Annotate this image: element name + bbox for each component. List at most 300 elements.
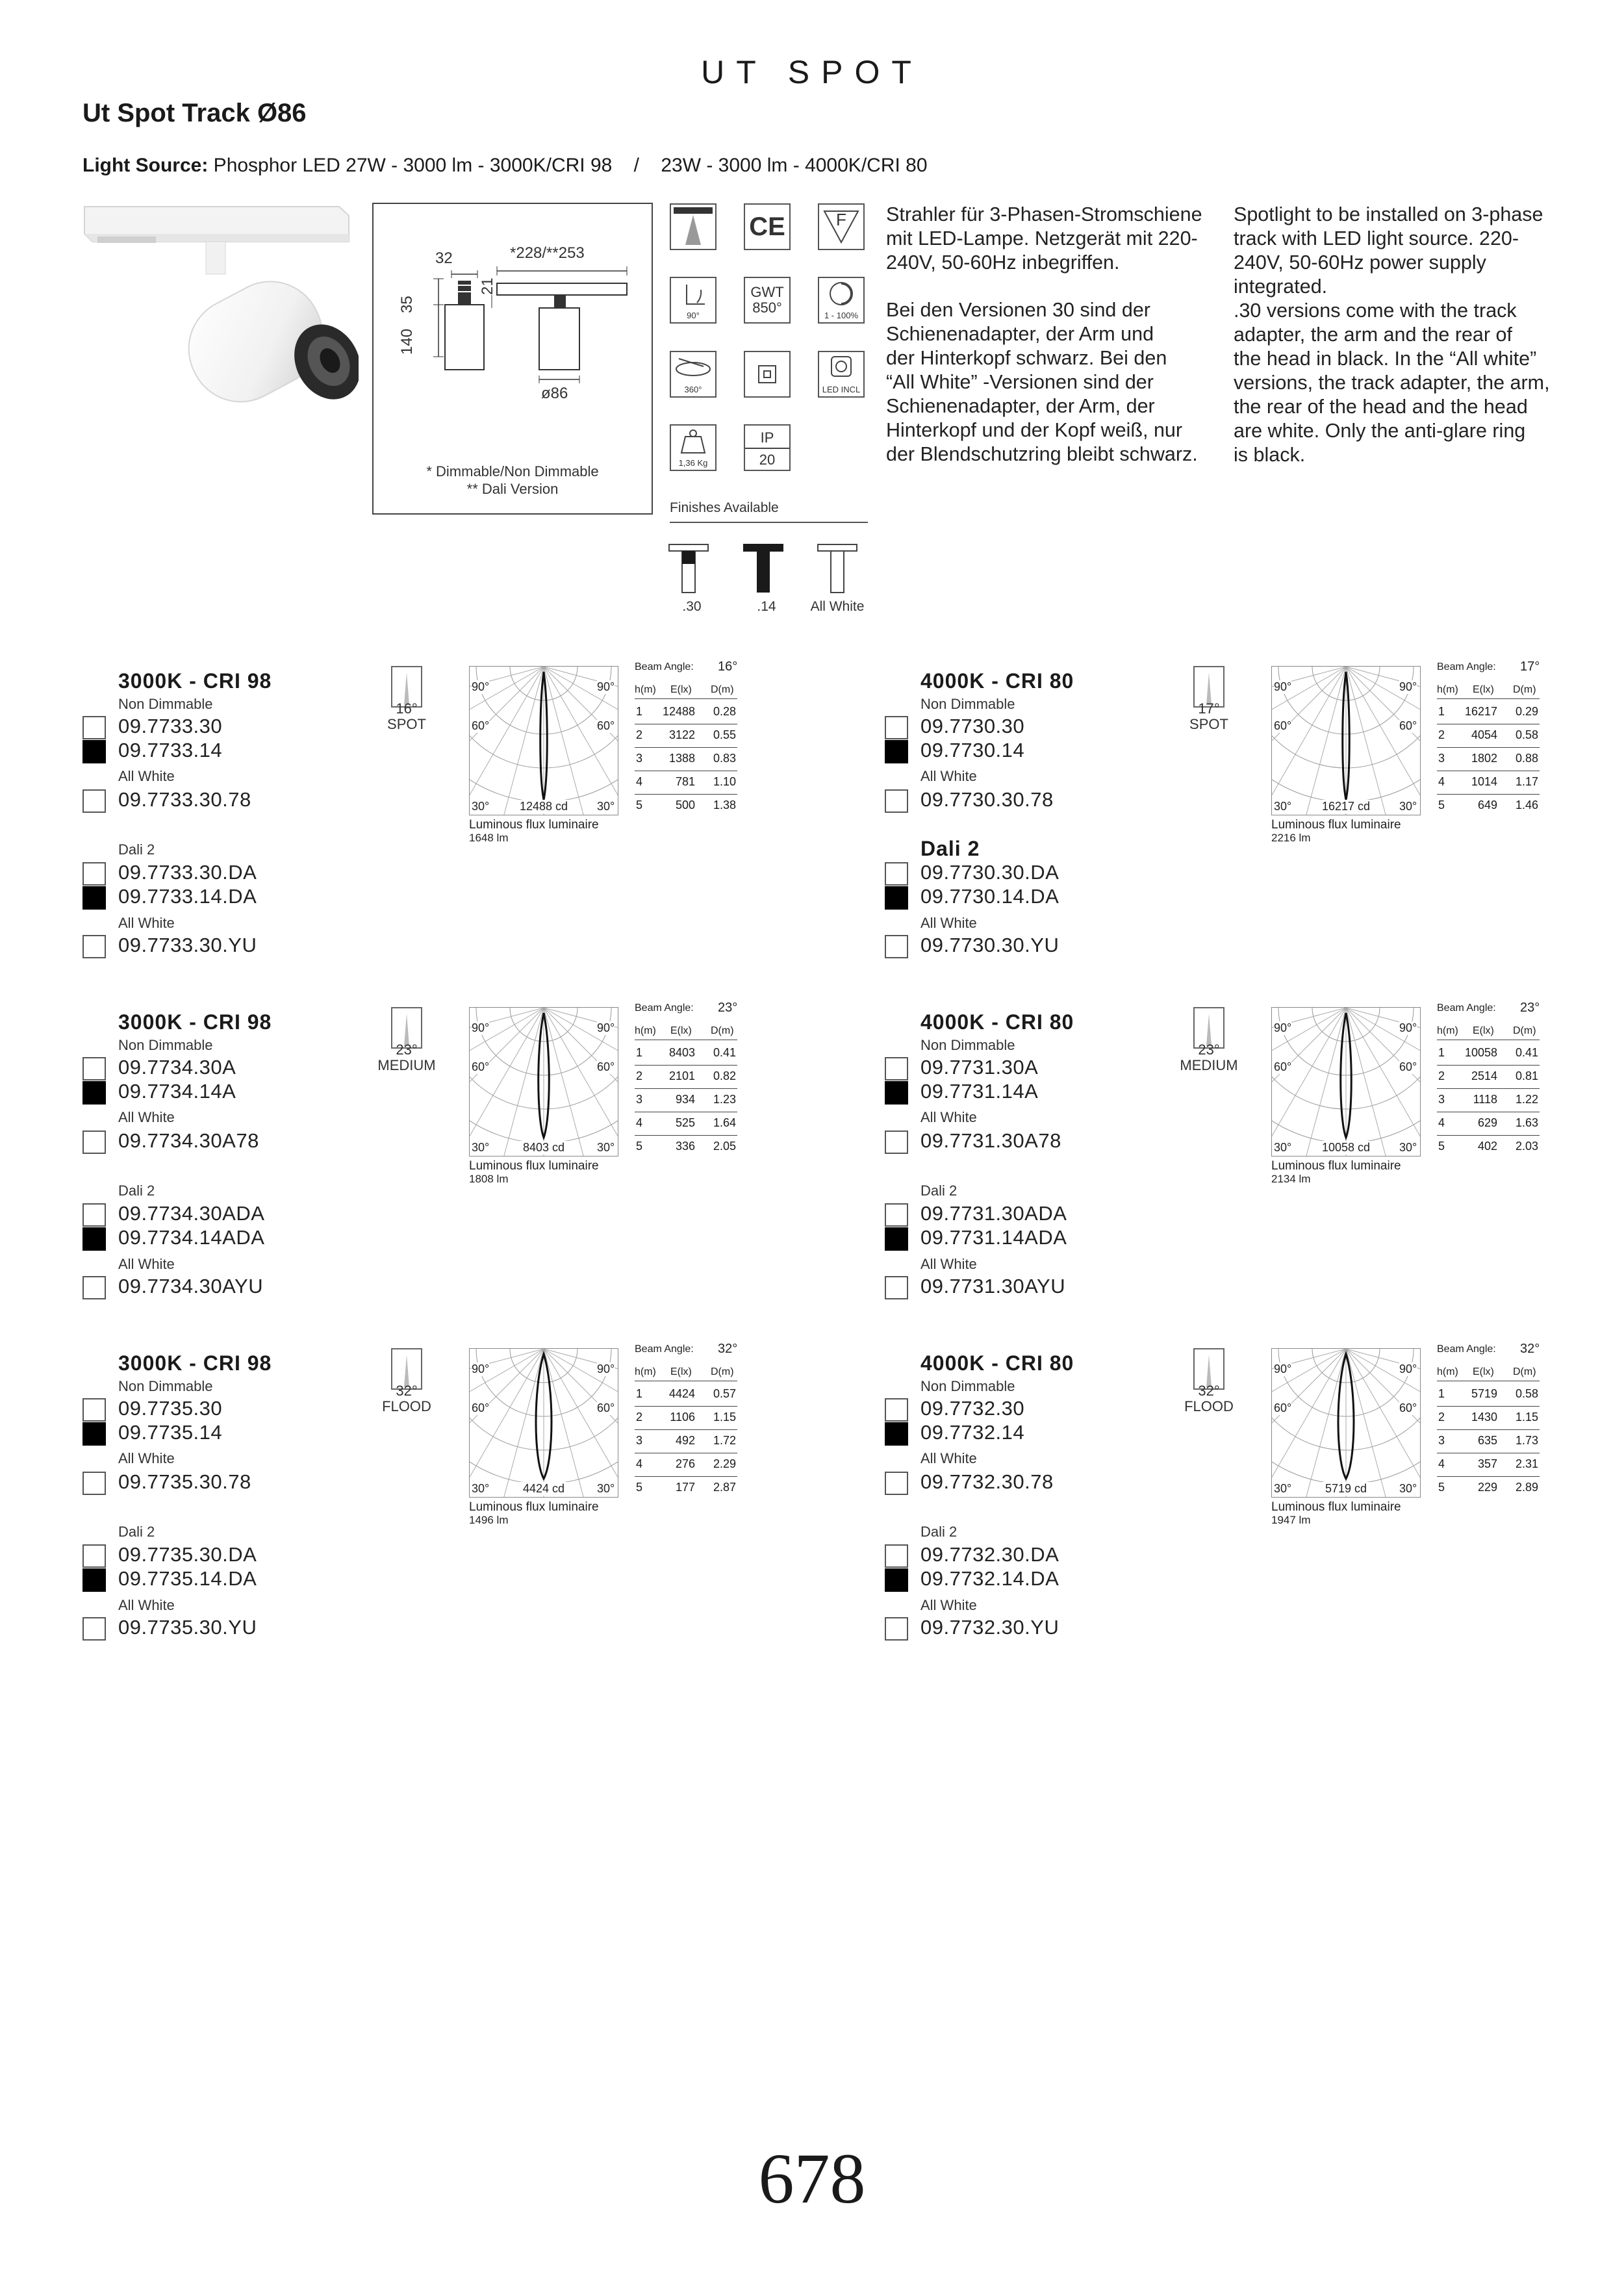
row-h: 5 — [1438, 798, 1445, 811]
beam-angle-label: Beam Angle: — [635, 1003, 694, 1014]
article-code: 09.7733.14.DA — [118, 885, 257, 908]
table-rule — [1437, 698, 1540, 699]
polar-diagram — [469, 1007, 618, 1156]
col-h: h(m) — [635, 1366, 656, 1377]
finish-checkbox[interactable] — [885, 1568, 908, 1592]
row-d: 2.05 — [713, 1140, 736, 1153]
beam-name: MEDIUM — [377, 1057, 436, 1073]
de-line: Hinterkopf und der Kopf weiß, nur — [886, 419, 1183, 441]
article-code: 09.7731.30ADA — [920, 1202, 1067, 1225]
beam-degree: 16° — [396, 700, 418, 717]
beam-angle-label: Beam Angle: — [1437, 1344, 1496, 1355]
angle-30-right: 30° — [1399, 800, 1417, 813]
col-e: E(lx) — [1473, 684, 1494, 695]
all-white-label: All White — [920, 1450, 977, 1466]
light-source-label: Light Source: — [82, 155, 209, 176]
row-d: 1.10 — [713, 775, 736, 788]
angle-60-left: 60° — [472, 719, 490, 732]
dali-label: Dali 2 — [920, 1524, 958, 1540]
row-e: 934 — [675, 1093, 695, 1106]
polar-diagram — [1271, 666, 1421, 815]
angle-60-left: 60° — [1274, 719, 1292, 732]
row-h: 3 — [1438, 1434, 1445, 1447]
angle-90-right: 90° — [597, 1362, 615, 1375]
beam-angle-label: Beam Angle: — [1437, 661, 1496, 672]
en-line: track with LED light source. 220- — [1234, 227, 1519, 249]
row-d: 1.38 — [713, 798, 736, 811]
row-d: 0.55 — [713, 728, 736, 741]
row-h: 4 — [1438, 1116, 1445, 1129]
beam-angle-value: 32° — [1520, 1342, 1540, 1356]
row-h: 2 — [636, 1411, 643, 1424]
row-h: 3 — [1438, 752, 1445, 765]
de-line: “All White” -Versionen sind der — [886, 371, 1154, 393]
weight-icon — [670, 424, 717, 471]
flux-value: 2216 lm — [1271, 832, 1311, 844]
flux-value: 1648 lm — [469, 832, 509, 844]
table-rule — [635, 794, 737, 795]
row-e: 177 — [675, 1481, 695, 1494]
finish-checkbox[interactable] — [82, 1081, 106, 1105]
article-code: 09.7732.30.YU — [920, 1616, 1059, 1639]
row-h: 2 — [1438, 728, 1445, 741]
row-e: 336 — [675, 1140, 695, 1153]
finish-checkbox[interactable] — [82, 1203, 106, 1227]
table-rule — [635, 698, 737, 699]
all-white-label: All White — [920, 1256, 977, 1272]
all-white-label: All White — [118, 1256, 175, 1272]
polar-diagram — [469, 666, 618, 815]
flux-value: 1496 lm — [469, 1514, 509, 1526]
angle-60-right: 60° — [597, 1401, 615, 1414]
col-d: D(m) — [1513, 684, 1536, 695]
non-dimmable-label: Non Dimmable — [920, 1037, 1015, 1053]
article-code: 09.7734.30ADA — [118, 1202, 265, 1225]
finish-black-adapter-icon — [666, 539, 711, 598]
dim-86: ø86 — [541, 385, 568, 402]
table-rule — [635, 1088, 737, 1089]
finish-checkbox[interactable] — [885, 1617, 908, 1641]
article-code: 09.7730.30 — [920, 715, 1025, 737]
table-rule — [635, 1429, 737, 1430]
candela-value: 4424 cd — [511, 1482, 576, 1496]
weight-label: 1,36 Kg — [678, 458, 708, 468]
row-h: 2 — [1438, 1069, 1445, 1082]
finish-all-white-icon — [815, 539, 860, 598]
finish-checkbox[interactable] — [885, 1398, 908, 1422]
angle-30-left: 30° — [1274, 1482, 1292, 1495]
finish-checkbox[interactable] — [885, 935, 908, 958]
row-e: 10058 — [1464, 1046, 1497, 1059]
row-d: 1.22 — [1515, 1093, 1538, 1106]
angle-60-right: 60° — [1399, 1401, 1417, 1414]
non-dimmable-label: Non Dimmable — [118, 1037, 213, 1053]
col-h: h(m) — [635, 684, 656, 695]
track-mount-icon — [670, 203, 717, 250]
article-code: 09.7730.14 — [920, 739, 1025, 761]
row-h: 1 — [636, 705, 643, 718]
finish-checkbox[interactable] — [82, 740, 106, 763]
col-e: E(lx) — [670, 684, 692, 695]
row-e: 492 — [675, 1434, 695, 1447]
row-d: 2.03 — [1515, 1140, 1538, 1153]
col-h: h(m) — [1437, 684, 1458, 695]
de-line: Schienenadapter, der Arm und — [886, 323, 1154, 345]
candela-value: 5719 cd — [1313, 1482, 1378, 1496]
en-line: the head in black. In the “All white” — [1234, 348, 1537, 370]
col-d: D(m) — [711, 1025, 734, 1036]
angle-60-left: 60° — [472, 1060, 490, 1073]
table-rule — [1437, 747, 1540, 748]
polar-diagram — [469, 1348, 618, 1498]
row-d: 0.82 — [713, 1069, 736, 1082]
angle-90-right: 90° — [1399, 1362, 1417, 1375]
section-title: 4000K - CRI 80 — [920, 1010, 1074, 1034]
row-e: 525 — [675, 1116, 695, 1129]
non-dimmable-label: Non Dimmable — [920, 1378, 1015, 1394]
flux-value: 1808 lm — [469, 1173, 509, 1185]
table-rule — [635, 1406, 737, 1407]
light-source — [82, 155, 928, 177]
brand-title: UT SPOT — [701, 54, 923, 90]
col-h: h(m) — [1437, 1025, 1458, 1036]
article-code: 09.7731.14ADA — [920, 1226, 1067, 1249]
article-code: 09.7731.30A78 — [920, 1129, 1061, 1152]
ip-rating-icon — [744, 424, 791, 471]
en-line: .30 versions come with the track — [1234, 300, 1517, 322]
non-dimmable-label: Non Dimmable — [118, 1378, 213, 1394]
angle-90-left: 90° — [472, 1362, 490, 1375]
de-line: 240V, 50-60Hz inbegriffen. — [886, 251, 1120, 274]
row-e: 3122 — [668, 728, 695, 741]
all-white-label: All White — [920, 1109, 977, 1125]
light-source-text: Phosphor LED 27W - 3000 lm - 3000K/CRI 98 / 23W - 3000 lm - 4000K/CRI 80 — [208, 155, 928, 176]
article-code: 09.7731.14A — [920, 1080, 1039, 1103]
col-d: D(m) — [1513, 1366, 1536, 1377]
table-rule — [1437, 794, 1540, 795]
finish-checkbox[interactable] — [885, 886, 908, 910]
article-code: 09.7735.30.78 — [118, 1470, 251, 1493]
row-h: 4 — [636, 775, 643, 788]
de-line: Bei den Versionen 30 sind der — [886, 299, 1150, 321]
gwt-value: 850° — [752, 300, 782, 316]
section-title: 3000K - CRI 98 — [118, 1351, 272, 1375]
row-e: 781 — [675, 775, 695, 788]
finish-checkbox[interactable] — [82, 1276, 106, 1299]
article-code: 09.7734.14ADA — [118, 1226, 265, 1249]
description-english — [1234, 203, 1597, 467]
row-e: 276 — [675, 1457, 695, 1470]
led-included-icon — [818, 351, 865, 398]
row-h: 5 — [636, 1140, 643, 1153]
row-e: 12488 — [662, 705, 695, 718]
ce-icon: CE — [744, 203, 791, 250]
finish-checkbox[interactable] — [885, 1227, 908, 1251]
finish-all-white-label: All White — [810, 599, 865, 614]
row-h: 1 — [636, 1046, 643, 1059]
dali-label: Dali 2 — [118, 1182, 155, 1199]
all-white-label: All White — [920, 1597, 977, 1613]
tilt-90-icon — [670, 277, 717, 324]
table-rule — [1437, 1476, 1540, 1477]
article-code: 09.7732.30.78 — [920, 1470, 1054, 1493]
flux-value: 2134 lm — [1271, 1173, 1311, 1185]
beam-degree: 23° — [1198, 1041, 1220, 1058]
rotation-360-icon — [670, 351, 717, 398]
table-rule — [1437, 1065, 1540, 1066]
row-h: 1 — [1438, 1046, 1445, 1059]
polar-diagram — [1271, 1348, 1421, 1498]
angle-30-right: 30° — [597, 1141, 615, 1154]
flux-label: Luminous flux luminaire — [469, 1159, 599, 1173]
non-dimmable-label: Non Dimmable — [118, 696, 213, 712]
article-code: 09.7731.30AYU — [920, 1275, 1066, 1297]
finish-checkbox[interactable] — [82, 1544, 106, 1568]
flux-label: Luminous flux luminaire — [1271, 1500, 1401, 1514]
finish-checkbox[interactable] — [885, 1276, 908, 1299]
candela-value: 16217 cd — [1313, 800, 1378, 813]
row-d: 2.29 — [713, 1457, 736, 1470]
flux-label: Luminous flux luminaire — [1271, 818, 1401, 832]
row-d: 0.57 — [713, 1387, 736, 1400]
row-h: 1 — [636, 1387, 643, 1400]
row-d: 1.64 — [713, 1116, 736, 1129]
finish-checkbox[interactable] — [82, 716, 106, 739]
tilt-90-label: 90° — [687, 311, 700, 320]
angle-30-left: 30° — [472, 1141, 490, 1154]
col-e: E(lx) — [1473, 1025, 1494, 1036]
finish-checkbox[interactable] — [885, 1544, 908, 1568]
product-image — [79, 201, 359, 416]
angle-30-left: 30° — [472, 1482, 490, 1495]
angle-60-left: 60° — [1274, 1060, 1292, 1073]
row-d: 0.88 — [1515, 752, 1538, 765]
dim-228: *228/**253 — [510, 244, 585, 262]
finish-checkbox[interactable] — [82, 1131, 106, 1154]
finish-checkbox[interactable] — [885, 1203, 908, 1227]
beam-angle-label: Beam Angle: — [635, 661, 694, 672]
angle-30-right: 30° — [1399, 1482, 1417, 1495]
finish-checkbox[interactable] — [82, 862, 106, 886]
row-e: 402 — [1477, 1140, 1497, 1153]
row-d: 1.72 — [713, 1434, 736, 1447]
angle-60-right: 60° — [1399, 719, 1417, 732]
row-d: 1.46 — [1515, 798, 1538, 811]
article-code: 09.7735.14.DA — [118, 1567, 257, 1590]
row-d: 2.31 — [1515, 1457, 1538, 1470]
beam-angle-label: Beam Angle: — [635, 1344, 694, 1355]
finish-checkbox[interactable] — [885, 1057, 908, 1080]
all-white-label: All White — [118, 915, 175, 931]
finish-checkbox[interactable] — [885, 1081, 908, 1105]
row-d: 0.81 — [1515, 1069, 1538, 1082]
flux-label: Luminous flux luminaire — [469, 1500, 599, 1514]
de-line: mit LED-Lampe. Netzgerät mit 220- — [886, 227, 1198, 249]
finish-checkbox[interactable] — [82, 1057, 106, 1080]
dimming-icon — [818, 277, 865, 324]
dali-label: Dali 2 — [118, 841, 155, 858]
article-code: 09.7734.14A — [118, 1080, 236, 1103]
angle-90-left: 90° — [1274, 1362, 1292, 1375]
all-white-label: All White — [920, 915, 977, 931]
beam-name: MEDIUM — [1180, 1057, 1238, 1073]
article-code: 09.7730.30.78 — [920, 788, 1054, 811]
col-e: E(lx) — [1473, 1366, 1494, 1377]
finish-checkbox[interactable] — [82, 1472, 106, 1495]
finish-checkbox[interactable] — [82, 1617, 106, 1641]
row-h: 4 — [1438, 775, 1445, 788]
row-h: 2 — [636, 728, 643, 741]
note-dimmable: * Dimmable/Non Dimmable — [426, 463, 599, 479]
class-2-icon — [744, 351, 791, 398]
finish-checkbox[interactable] — [885, 716, 908, 739]
angle-90-left: 90° — [472, 1021, 490, 1034]
row-h: 4 — [1438, 1457, 1445, 1470]
table-rule — [1437, 1429, 1540, 1430]
angle-30-right: 30° — [597, 1482, 615, 1495]
all-white-label: All White — [118, 1109, 175, 1125]
row-d: 1.73 — [1515, 1434, 1538, 1447]
candela-value: 8403 cd — [511, 1141, 576, 1155]
row-d: 1.17 — [1515, 775, 1538, 788]
table-rule — [1437, 1135, 1540, 1136]
row-e: 629 — [1477, 1116, 1497, 1129]
finish-checkbox[interactable] — [82, 1422, 106, 1446]
angle-90-right: 90° — [597, 1021, 615, 1034]
article-code: 09.7733.30.YU — [118, 934, 257, 956]
finish-checkbox[interactable] — [885, 862, 908, 886]
flux-label: Luminous flux luminaire — [469, 818, 599, 832]
page-number: 678 — [758, 2139, 866, 2218]
de-line: Strahler für 3-Phasen-Stromschiene — [886, 203, 1202, 225]
en-line: Spotlight to be installed on 3-phase — [1234, 203, 1543, 225]
beam-name: FLOOD — [1184, 1398, 1234, 1414]
article-code: 09.7732.14.DA — [920, 1567, 1059, 1590]
finish-checkbox[interactable] — [82, 1227, 106, 1251]
article-code: 09.7730.14.DA — [920, 885, 1059, 908]
row-h: 3 — [1438, 1093, 1445, 1106]
article-code: 09.7733.14 — [118, 739, 223, 761]
article-code: 09.7733.30.78 — [118, 788, 251, 811]
row-d: 0.41 — [713, 1046, 736, 1059]
table-rule — [635, 747, 737, 748]
finish-checkbox[interactable] — [885, 789, 908, 813]
beam-degree: 32° — [396, 1383, 418, 1399]
angle-30-right: 30° — [597, 800, 615, 813]
finish-checkbox[interactable] — [82, 1398, 106, 1422]
article-code: 09.7735.30.YU — [118, 1616, 257, 1639]
finish-checkbox[interactable] — [82, 1568, 106, 1592]
beam-angle-value: 23° — [1520, 1001, 1540, 1015]
flux-label: Luminous flux luminaire — [1271, 1159, 1401, 1173]
row-d: 2.87 — [713, 1481, 736, 1494]
row-e: 1388 — [668, 752, 695, 765]
beam-degree: 32° — [1198, 1383, 1220, 1399]
angle-30-right: 30° — [1399, 1141, 1417, 1154]
gwt-icon — [744, 277, 791, 324]
de-line: der Blendschutzring bleibt schwarz. — [886, 443, 1198, 465]
col-d: D(m) — [1513, 1025, 1536, 1036]
dimming-label: 1 - 100% — [824, 311, 859, 320]
row-d: 2.89 — [1515, 1481, 1538, 1494]
en-line: versions, the track adapter, the arm, — [1234, 372, 1550, 394]
article-code: 09.7733.30.DA — [118, 861, 257, 884]
beam-angle-label: Beam Angle: — [1437, 1003, 1496, 1014]
row-e: 635 — [1477, 1434, 1497, 1447]
finish-checkbox[interactable] — [82, 935, 106, 958]
beam-name: SPOT — [1189, 716, 1228, 732]
beam-angle-value: 23° — [718, 1001, 738, 1015]
col-h: h(m) — [635, 1025, 656, 1036]
finish-checkbox[interactable] — [885, 1131, 908, 1154]
row-h: 4 — [636, 1116, 643, 1129]
article-code: 09.7735.30.DA — [118, 1543, 257, 1566]
finish-checkbox[interactable] — [82, 886, 106, 910]
dali-label: Dali 2 — [920, 1182, 958, 1199]
angle-90-left: 90° — [1274, 680, 1292, 693]
angle-60-right: 60° — [1399, 1060, 1417, 1073]
finish-checkbox[interactable] — [885, 1422, 908, 1446]
row-h: 3 — [636, 1093, 643, 1106]
article-code: 09.7735.30 — [118, 1397, 223, 1420]
row-d: 0.58 — [1515, 1387, 1538, 1400]
table-rule — [1437, 1088, 1540, 1089]
row-e: 1014 — [1471, 775, 1497, 788]
all-white-label: All White — [920, 768, 977, 784]
table-rule — [635, 1135, 737, 1136]
de-line: Schienenadapter, der Arm, der — [886, 395, 1155, 417]
gwt-label: GWT — [750, 284, 784, 300]
beam-angle-value: 32° — [718, 1342, 738, 1356]
de-line: der Hinterkopf schwarz. Bei den — [886, 347, 1167, 369]
dim-32: 32 — [435, 249, 453, 267]
finishes-title: Finishes Available — [670, 500, 779, 515]
dimensions-drawing — [372, 203, 653, 515]
description-german — [886, 203, 1230, 466]
col-e: E(lx) — [670, 1025, 692, 1036]
row-d: 0.28 — [713, 705, 736, 718]
angle-30-left: 30° — [1274, 800, 1292, 813]
section-title: 3000K - CRI 98 — [118, 669, 272, 693]
row-h: 5 — [1438, 1481, 1445, 1494]
row-h: 1 — [1438, 1387, 1445, 1400]
angle-90-right: 90° — [597, 680, 615, 693]
row-h: 4 — [636, 1457, 643, 1470]
finish-checkbox[interactable] — [885, 1472, 908, 1495]
article-code: 09.7733.30 — [118, 715, 223, 737]
beam-degree: 17° — [1198, 700, 1220, 717]
row-d: 1.15 — [1515, 1411, 1538, 1424]
finish-checkbox[interactable] — [82, 789, 106, 813]
angle-90-left: 90° — [1274, 1021, 1292, 1034]
ip-value: 20 — [759, 452, 776, 468]
row-d: 0.58 — [1515, 728, 1538, 741]
finish-checkbox[interactable] — [885, 740, 908, 763]
row-e: 1106 — [670, 1411, 695, 1424]
en-line: adapter, the arm and the rear of — [1234, 324, 1512, 346]
row-e: 4424 — [668, 1387, 695, 1400]
table-rule — [635, 1476, 737, 1477]
row-e: 4054 — [1471, 728, 1497, 741]
row-e: 649 — [1477, 798, 1497, 811]
en-line: are white. Only the anti-glare ring — [1234, 420, 1526, 442]
table-rule — [635, 1065, 737, 1066]
row-e: 16217 — [1464, 705, 1497, 718]
row-e: 500 — [675, 798, 695, 811]
row-e: 2101 — [668, 1069, 695, 1082]
angle-90-right: 90° — [1399, 1021, 1417, 1034]
row-d: 1.15 — [713, 1411, 736, 1424]
